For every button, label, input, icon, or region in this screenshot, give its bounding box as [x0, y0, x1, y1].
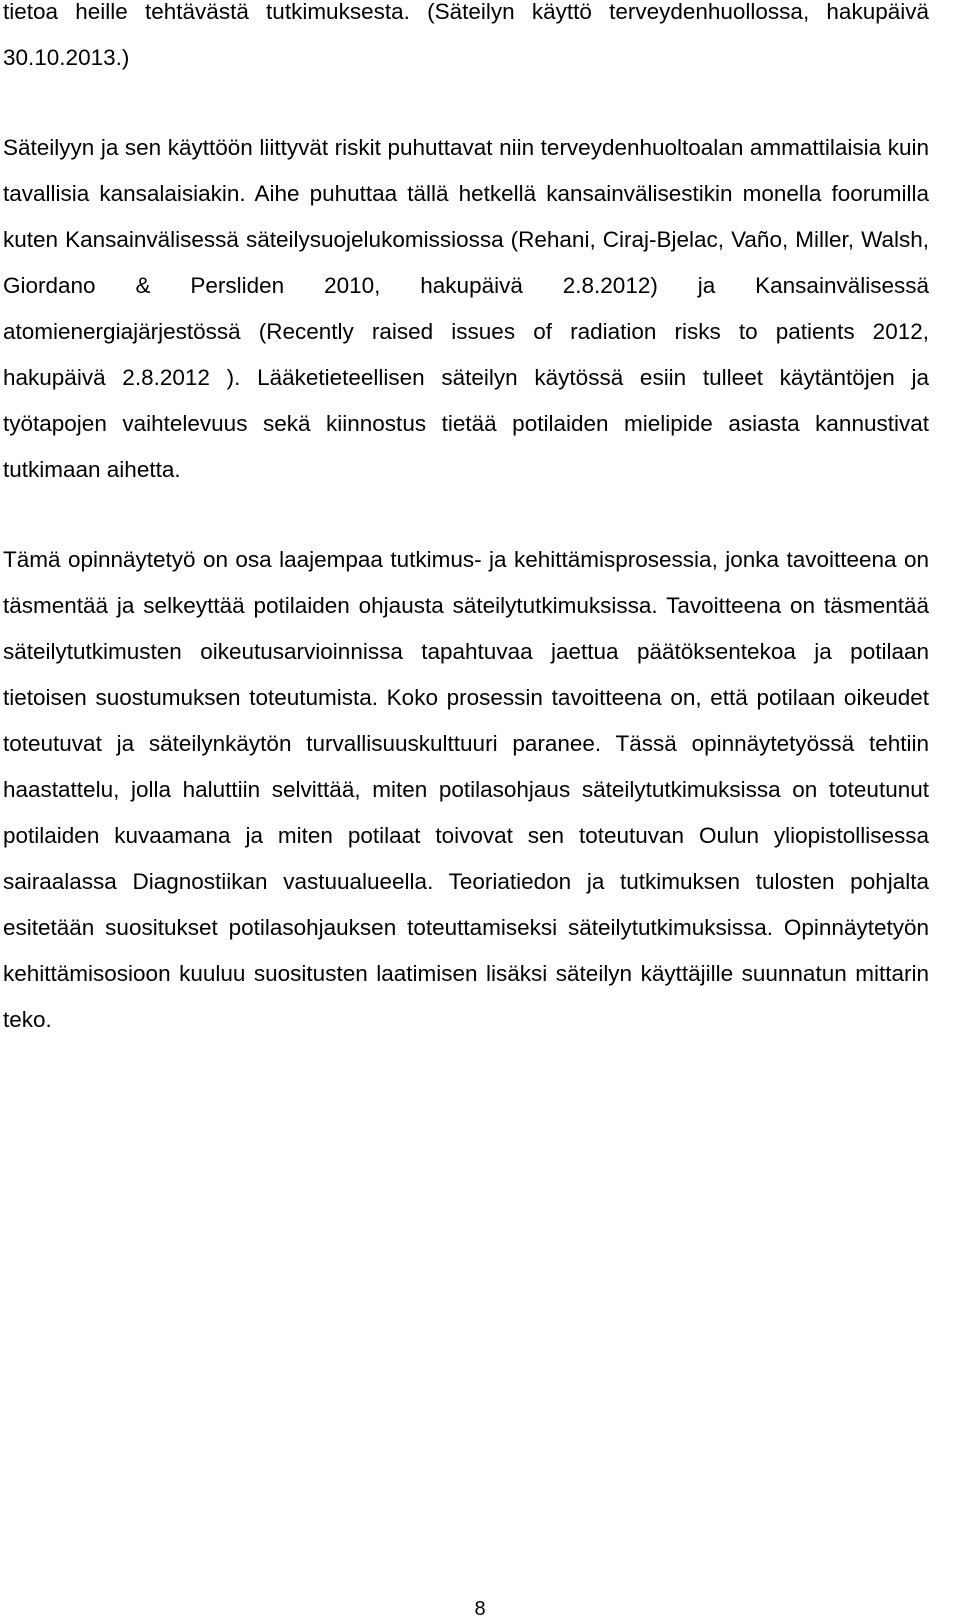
paragraph-continuation: tietoa heille tehtävästä tutkimuksesta. (Säteilyn käyttö terveydenhuollossa, hakupäivä 30.10.2013.)	[3, 0, 929, 70]
paragraph-background: Säteilyyn ja sen käyttöön liittyvät riskit puhuttavat niin terveydenhuoltoalan ammattilaisia kuin tavallisia kansalaisiakin. Aihe puhuttaa tällä hetkellä kansainvälisestikin monella foorumilla kuten Kansainvälisessä säteilysuojelukomissiossa (Rehani, Ciraj-Bjelac, Vaño, Miller, Walsh, Giordano & Persliden 2010, hakupäivä 2.8.2012) ja Kansainvälisessä atomienergiajärjestössä (Recently raised issues of radiation risks to patients 2012, hakupäivä 2.8.2012 ). Lääketieteellisen säteilyn käytössä esiin tulleet käytäntöjen ja työtapojen vaihtelevuus sekä kiinnostus tietää potilaiden mielipide asiasta kannustivat tutkimaan aihetta.	[3, 135, 929, 482]
page-number: 8	[474, 1598, 486, 1620]
paragraph-objectives: Tämä opinnäytetyö on osa laajempaa tutkimus- ja kehittämisprosessia, jonka tavoitteena on täsmentää ja selkeyttää potilaiden ohjausta säteilytutkimuksissa. Tavoitteena on täsmentää säteilytutkimusten oikeutusarvioinnissa tapahtuvaa jaettua päätöksentekoa ja potilaan tietoisen suostumuksen toteutumista. Koko prosessin tavoitteena on, että potilaan oikeudet toteutuvat ja säteilynkäytön turvallisuuskulttuuri paranee. Tässä opinnäytetyössä tehtiin haastattelu, jolla haluttiin selvittää, miten potilasohjaus säteilytutkimuksissa on toteutunut potilaiden kuvaamana ja miten potilaat toivovat sen toteutuvan Oulun yliopistollisessa sairaalassa Diagnostiikan vastuualueella. Teoriatiedon ja tutkimuksen tulosten pohjalta esitetään suositukset potilasohjauksen toteuttamiseksi säteilytutkimuksissa. Opinnäytetyön kehittämisosioon kuuluu suositusten laatimisen lisäksi säteilyn käyttäjille suunnatun mittarin teko.	[3, 547, 929, 1032]
page-body	[3, 0, 929, 1043]
